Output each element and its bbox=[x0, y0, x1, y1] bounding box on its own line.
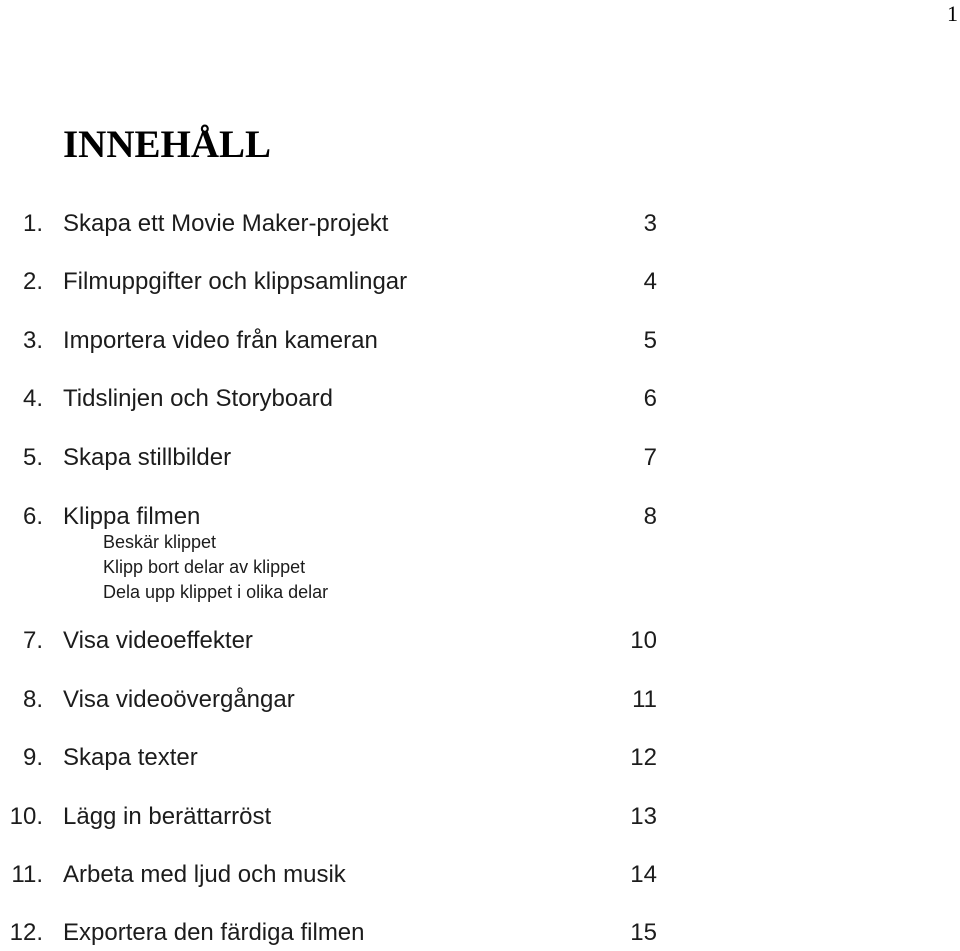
toc-entry-page: 8 bbox=[643, 503, 657, 530]
toc-entry-label: Exportera den färdiga filmen bbox=[63, 919, 365, 946]
toc-entry-number: 6. bbox=[22, 503, 43, 530]
toc-entry-9[interactable] bbox=[0, 741, 660, 775]
toc-entry-number: 1. bbox=[22, 210, 43, 237]
toc-entry-label: Tidslinjen och Storyboard bbox=[63, 385, 333, 412]
toc-entry-3[interactable] bbox=[0, 324, 660, 358]
toc-entry-11[interactable] bbox=[0, 858, 660, 892]
toc-entry-page: 10 bbox=[630, 627, 657, 654]
toc-entry-10[interactable] bbox=[0, 800, 660, 834]
toc-entry-label: Skapa ett Movie Maker-projekt bbox=[63, 210, 389, 237]
toc-entry-number: 9. bbox=[22, 744, 43, 771]
toc-entry-page: 7 bbox=[643, 444, 657, 471]
toc-entry-2[interactable] bbox=[0, 265, 660, 299]
toc-entry-label: Visa videoeffekter bbox=[63, 627, 253, 654]
toc-subsection-item[interactable]: Beskär klippet bbox=[103, 532, 217, 552]
toc-entry-number: 8. bbox=[22, 686, 43, 713]
page-title: INNEHÅLL bbox=[63, 123, 272, 166]
toc-entry-12[interactable] bbox=[0, 916, 660, 950]
toc-subsection-item[interactable]: Klipp bort delar av klippet bbox=[103, 557, 306, 577]
toc-entry-5[interactable] bbox=[0, 441, 660, 475]
toc-entry-4[interactable] bbox=[0, 382, 660, 416]
toc-entry-number: 7. bbox=[22, 627, 43, 654]
page-number: 1 bbox=[947, 1, 958, 26]
toc-entry-page: 6 bbox=[643, 385, 657, 412]
toc-entry-number: 11. bbox=[11, 861, 43, 888]
toc-entry-page: 11 bbox=[632, 686, 657, 713]
toc-entry-number: 4. bbox=[22, 385, 43, 412]
toc-subsection-list bbox=[103, 530, 328, 605]
toc-entry-page: 13 bbox=[630, 803, 657, 830]
toc-entry-label: Klippa filmen bbox=[63, 503, 201, 530]
toc-entry-7[interactable] bbox=[0, 624, 660, 658]
toc-entry-number: 12. bbox=[9, 919, 43, 946]
toc-entry-label: Lägg in berättarröst bbox=[63, 803, 272, 830]
toc-entry-number: 10. bbox=[9, 803, 43, 830]
toc-entry-number: 2. bbox=[22, 268, 43, 295]
toc-entry-label: Visa videoövergångar bbox=[63, 686, 295, 713]
toc-entry-number: 3. bbox=[22, 327, 43, 354]
toc-entry-page: 14 bbox=[630, 861, 657, 888]
toc-entry-page: 5 bbox=[643, 327, 657, 354]
toc-entry-6[interactable] bbox=[0, 500, 660, 534]
toc-entry-label: Importera video från kameran bbox=[63, 327, 378, 354]
toc-entry-number: 5. bbox=[22, 444, 43, 471]
toc-entry-page: 4 bbox=[643, 268, 657, 295]
toc-entry-page: 3 bbox=[643, 210, 657, 237]
toc-entry-8[interactable] bbox=[0, 683, 660, 717]
toc-subsection-item[interactable]: Dela upp klippet i olika delar bbox=[103, 582, 329, 602]
toc-entry-page: 12 bbox=[630, 744, 657, 771]
toc-entry-page: 15 bbox=[630, 919, 657, 946]
toc-entry-1[interactable] bbox=[0, 207, 660, 241]
toc-entry-label: Filmuppgifter och klippsamlingar bbox=[63, 268, 408, 295]
toc-entry-label: Skapa texter bbox=[63, 744, 198, 771]
toc-entry-label: Skapa stillbilder bbox=[63, 444, 232, 471]
toc-entry-label: Arbeta med ljud och musik bbox=[63, 861, 346, 888]
